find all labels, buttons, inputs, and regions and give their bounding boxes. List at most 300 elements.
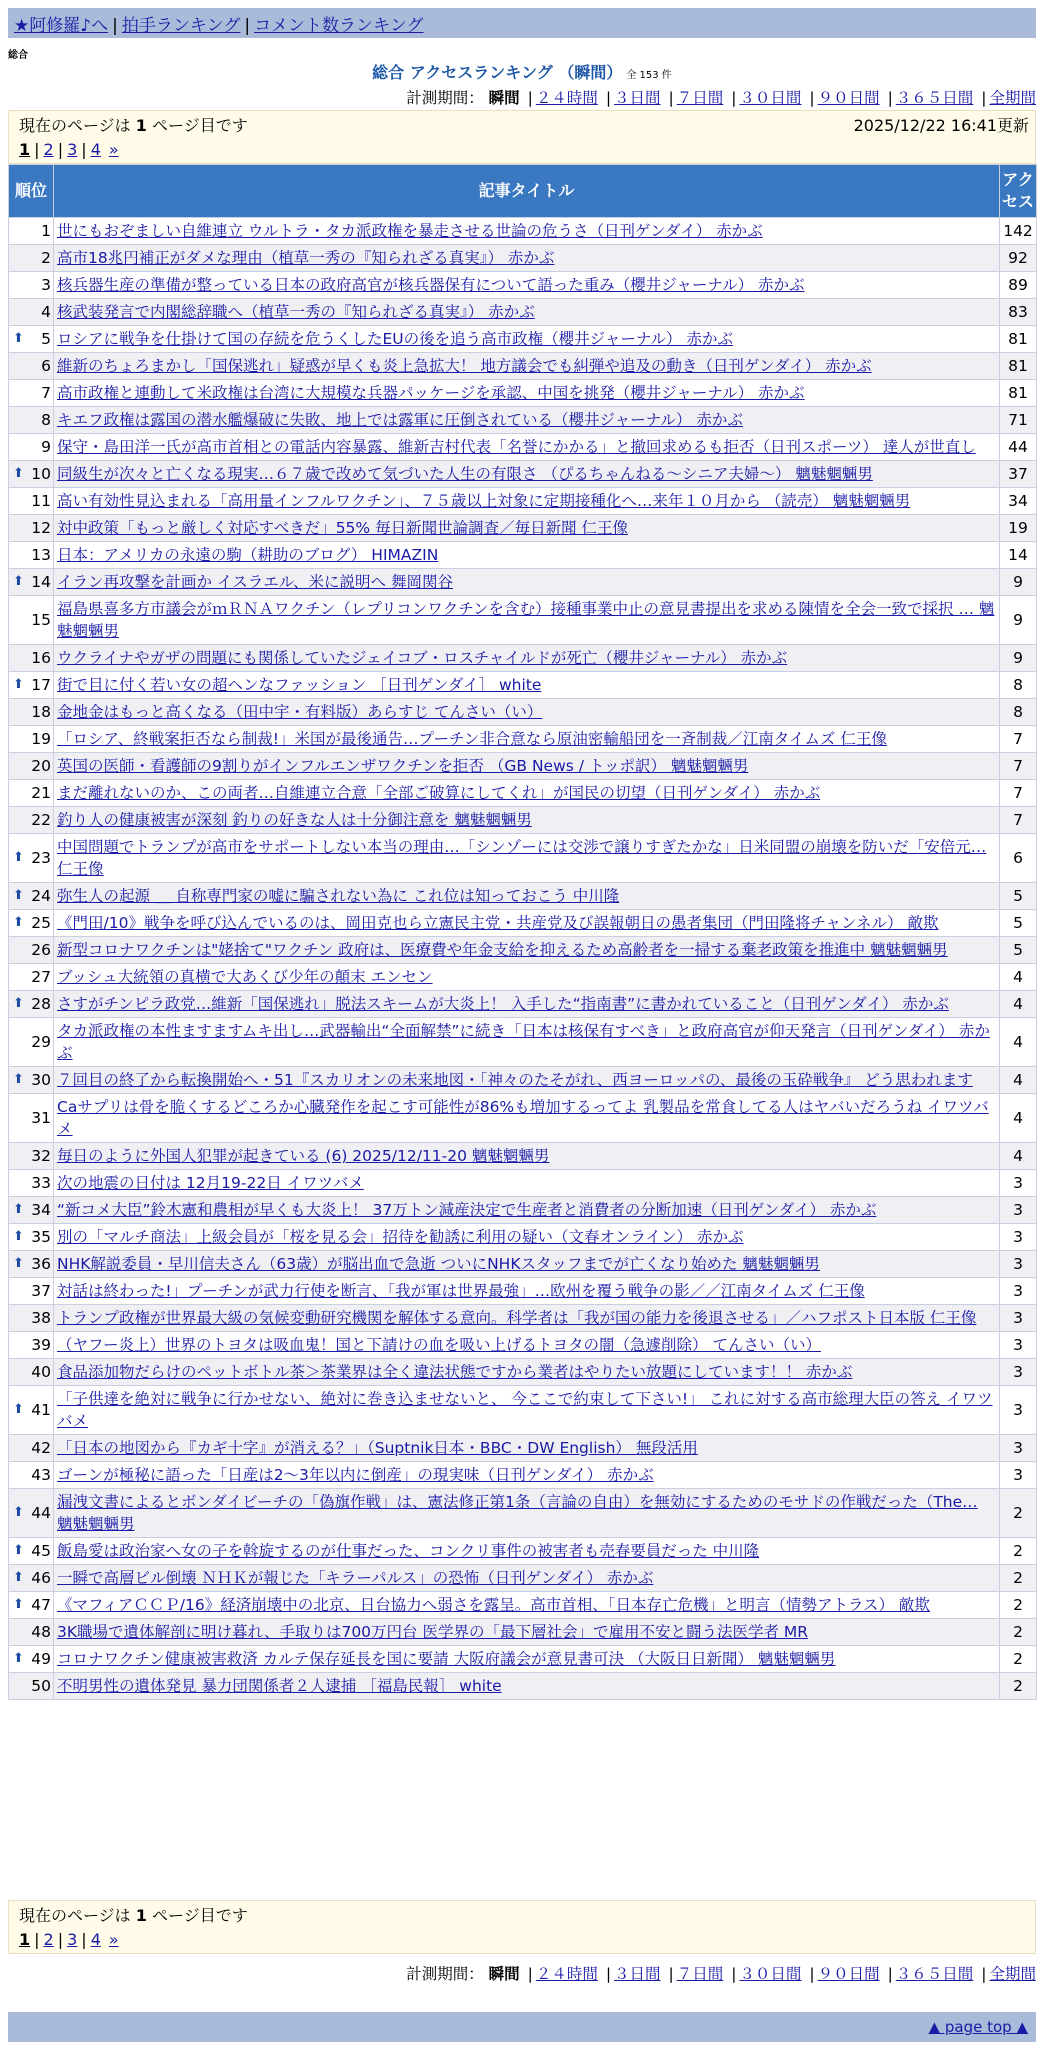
rank-up-arrow-icon: ⬆ bbox=[13, 466, 24, 481]
rank-number: 31 bbox=[31, 1109, 51, 1127]
article-title-link[interactable]: まだ離れないのか、この両者…自維連立合意「全部ご破算にしてくれ」が国民の切望（日刊ゲンダイ） 赤かぶ bbox=[57, 784, 821, 802]
rank-up-arrow-icon: ⬆ bbox=[13, 1256, 24, 1271]
rank-up-arrow-icon: ⬆ bbox=[13, 1543, 24, 1558]
rank-up-arrow-icon: ⬆ bbox=[13, 1505, 24, 1520]
table-row bbox=[9, 1619, 1037, 1646]
period-7d-link[interactable]: ７日間 bbox=[676, 89, 724, 107]
table-row bbox=[9, 672, 1037, 699]
rank-cell bbox=[9, 726, 54, 753]
access-count: 2 bbox=[1000, 1673, 1037, 1700]
rank-number: 2 bbox=[41, 249, 51, 267]
article-title-link[interactable]: タカ派政権の本性ますますムキ出し…武器輸出“全面解禁”に続き「日本は核保有すべき」と政府高官が仰天発言（日刊ゲンダイ） 赤かぶ bbox=[57, 1022, 990, 1062]
total-count: 全 153 件 bbox=[626, 70, 672, 81]
home-link[interactable]: ★阿修羅♪へ bbox=[14, 16, 109, 36]
table-row bbox=[9, 726, 1037, 753]
count-header: アクセス bbox=[1000, 165, 1037, 218]
rank-cell bbox=[9, 1565, 54, 1592]
access-count: 2 bbox=[1000, 1565, 1037, 1592]
title-cell bbox=[54, 326, 1000, 353]
title-cell bbox=[54, 1565, 1000, 1592]
article-title-link[interactable]: 核兵器生産の準備が整っている日本の政府高官が核兵器保有について語った重み（櫻井ジャーナル） 赤かぶ bbox=[57, 276, 805, 294]
article-title-link[interactable]: 世にもおぞましい自維連立 ウルトラ・タカ派政権を暴走させる世論の危うさ（日刊ゲンダイ） 赤かぶ bbox=[57, 222, 763, 240]
rank-number: 24 bbox=[31, 887, 51, 905]
rank-cell bbox=[9, 807, 54, 834]
table-row bbox=[9, 326, 1037, 353]
rank-cell bbox=[9, 569, 54, 596]
table-row bbox=[9, 1592, 1037, 1619]
article-title-link[interactable]: NHK解説委員・早川信夫さん（63歳）が脳出血で急逝 ついにNHKスタッフまでが亡くなり始めた 魑魅魍魎男 bbox=[57, 1255, 820, 1273]
page-info-bottom bbox=[8, 1900, 1036, 1954]
access-count: 7 bbox=[1000, 780, 1037, 807]
table-row bbox=[9, 1018, 1037, 1067]
title-cell bbox=[54, 1094, 1000, 1143]
article-title-link[interactable]: “新コメ大臣”鈴木憲和農相が早くも大炎上！ 37万トン減産決定で生産者と消費者の分断加速（日刊ゲンダイ） 赤かぶ bbox=[57, 1201, 877, 1219]
rank-number: 16 bbox=[31, 649, 51, 667]
rank-cell bbox=[9, 1305, 54, 1332]
rank-up-arrow-icon: ⬆ bbox=[13, 1651, 24, 1666]
access-count: 4 bbox=[1000, 991, 1037, 1018]
page-status: 現在のページは 1 ページ目です bbox=[19, 1906, 248, 1925]
rank-cell bbox=[9, 1592, 54, 1619]
access-count: 8 bbox=[1000, 672, 1037, 699]
title-cell bbox=[54, 1018, 1000, 1067]
table-header-row bbox=[9, 165, 1037, 218]
article-title-link[interactable]: 弥生人の起源 ＿ 自称専門家の嘘に騙されない為に これ位は知っておこう 中川隆 bbox=[57, 887, 620, 905]
article-title-link[interactable]: トランプ政権が世界最大級の気候変動研究機関を解体する意向。科学者は「我が国の能力を後退させる」／ハフポスト日本版 仁王像 bbox=[57, 1309, 977, 1327]
title-cell bbox=[54, 780, 1000, 807]
rank-up-arrow-icon: ⬆ bbox=[13, 915, 24, 930]
table-row bbox=[9, 1170, 1037, 1197]
access-count: 3 bbox=[1000, 1305, 1037, 1332]
rank-number: 23 bbox=[31, 849, 51, 867]
table-row bbox=[9, 1094, 1037, 1143]
rank-cell bbox=[9, 991, 54, 1018]
period-24h-link[interactable]: ２４時間 bbox=[535, 89, 598, 107]
access-count: 5 bbox=[1000, 910, 1037, 937]
title-cell bbox=[54, 991, 1000, 1018]
rank-number: 49 bbox=[31, 1650, 51, 1668]
rank-number: 9 bbox=[41, 438, 51, 456]
article-title-link[interactable]: 対話は終わった!」プーチンが武力行使を断言、「我が軍は世界最強」…欧州を覆う戦争の影／／江南タイムズ 仁王像 bbox=[57, 1282, 865, 1300]
category-label: 総合 bbox=[8, 50, 28, 61]
period-3d-link[interactable]: ３日間 bbox=[614, 89, 661, 107]
rank-cell bbox=[9, 272, 54, 299]
rank-number: 34 bbox=[31, 1201, 51, 1219]
rank-number: 41 bbox=[31, 1401, 51, 1419]
period-3d-link[interactable]: ３日間 bbox=[614, 1965, 661, 1983]
article-title-link[interactable]: 《門田/10》戦争を呼び込んでいるのは、岡田克也ら立憲民主党・共産党及び誤報朝日の愚者集団（門田隆将チャンネル） 敵欺 bbox=[57, 914, 939, 932]
rank-number: 36 bbox=[31, 1255, 51, 1273]
rank-cell bbox=[9, 780, 54, 807]
title-cell bbox=[54, 1197, 1000, 1224]
access-count: 81 bbox=[1000, 353, 1037, 380]
rank-number: 5 bbox=[41, 330, 51, 348]
page-4-link[interactable]: 4 bbox=[90, 140, 101, 159]
article-title-link[interactable]: ウクライナやガザの問題にも関係していたジェイコブ・ロスチャイルドが死亡（櫻井ジャーナル） 赤かぶ bbox=[57, 649, 788, 667]
table-row bbox=[9, 991, 1037, 1018]
rank-cell bbox=[9, 434, 54, 461]
title-cell bbox=[54, 434, 1000, 461]
article-title-link[interactable]: 福島県喜多方市議会がｍＲＮＡワクチン（レプリコンワクチンを含む）接種事業中止の意見書提出を求める陳情を全会一致で採択 … 魑魅魍魎男 bbox=[57, 600, 995, 640]
table-row bbox=[9, 380, 1037, 407]
title-cell bbox=[54, 910, 1000, 937]
rank-cell bbox=[9, 1018, 54, 1067]
rank-number: 32 bbox=[31, 1147, 51, 1165]
title-cell bbox=[54, 569, 1000, 596]
rank-cell bbox=[9, 1067, 54, 1094]
updated-time: 2025/12/22 16:41更新 bbox=[853, 116, 1029, 135]
access-count: 3 bbox=[1000, 1170, 1037, 1197]
access-count: 2 bbox=[1000, 1619, 1037, 1646]
title-cell bbox=[54, 834, 1000, 883]
table-row bbox=[9, 807, 1037, 834]
table-row bbox=[9, 1673, 1037, 1700]
pagination: 1 | 2 | 3 | 4 » bbox=[19, 140, 119, 159]
access-count: 142 bbox=[1000, 218, 1037, 245]
access-count: 3 bbox=[1000, 1359, 1037, 1386]
article-title-link[interactable]: 金地金はもっと高くなる（田中宇・有料版）あらすじ てんさい（い） bbox=[57, 703, 543, 721]
title-cell bbox=[54, 272, 1000, 299]
rank-cell bbox=[9, 407, 54, 434]
title-cell bbox=[54, 461, 1000, 488]
article-title-link[interactable]: 維新のちょろまかし「国保逃れ」疑惑が早くも炎上急拡大！ 地方議会でも糾弾や追及の動き（日刊ゲンダイ） 赤かぶ bbox=[57, 357, 872, 375]
title-cell bbox=[54, 883, 1000, 910]
period-24h-link[interactable]: ２４時間 bbox=[535, 1965, 598, 1983]
title-cell bbox=[54, 1067, 1000, 1094]
table-row bbox=[9, 1332, 1037, 1359]
access-count: 14 bbox=[1000, 542, 1037, 569]
table-row bbox=[9, 1462, 1037, 1489]
rank-up-arrow-icon: ⬆ bbox=[13, 888, 24, 903]
article-title-link[interactable]: 漏洩文書によるとボンダイビーチの「偽旗作戦」は、憲法修正第1条（言論の自由）を無効にするためのモサドの作戦だった（The… 魑魅魍魎男 bbox=[57, 1493, 978, 1533]
page-status: 現在のページは 1 ページ目です bbox=[19, 116, 248, 135]
access-count: 4 bbox=[1000, 1094, 1037, 1143]
access-count: 3 bbox=[1000, 1224, 1037, 1251]
rank-cell bbox=[9, 1386, 54, 1435]
table-row bbox=[9, 596, 1037, 645]
rank-number: 44 bbox=[31, 1504, 51, 1522]
article-title-link[interactable]: 日本：アメリカの永遠の駒（耕助のブログ） HIMAZIN bbox=[57, 546, 439, 564]
title-cell bbox=[54, 1386, 1000, 1435]
applause-ranking-link[interactable]: 拍手ランキング bbox=[121, 16, 241, 36]
rank-cell bbox=[9, 1224, 54, 1251]
rank-cell bbox=[9, 645, 54, 672]
title-cell bbox=[54, 1435, 1000, 1462]
table-row bbox=[9, 488, 1037, 515]
table-row bbox=[9, 1489, 1037, 1538]
article-title-link[interactable]: 《マフィアＣＣＰ/16》経済崩壊中の北京、日台協力へ弱さを露呈。高市首相、「日本存亡危機」と明言（情勢アトラス） 敵欺 bbox=[57, 1596, 930, 1614]
period-label: 計測期間： bbox=[406, 89, 484, 107]
table-row bbox=[9, 1251, 1037, 1278]
table-row bbox=[9, 461, 1037, 488]
rank-number: 45 bbox=[31, 1542, 51, 1560]
page-2-link[interactable]: 2 bbox=[43, 1930, 54, 1949]
article-title-link[interactable]: 高い有効性見込まれる「高用量インフルワクチン」、７５歳以上対象に定期接種化へ…来年１０月から （読売） 魑魅魍魎男 bbox=[57, 492, 911, 510]
article-title-link[interactable]: ブッシュ大統領の真横で大あくび少年の顛末 エンセン bbox=[57, 968, 433, 986]
rank-number: 1 bbox=[41, 222, 51, 240]
access-count: 5 bbox=[1000, 883, 1037, 910]
article-title-link[interactable]: 英国の医師・看護師の9割りがインフルエンザワクチンを拒否 （GB News / トッポ訳） 魑魅魍魎男 bbox=[57, 757, 749, 775]
table-row bbox=[9, 699, 1037, 726]
title-cell bbox=[54, 672, 1000, 699]
article-title-link[interactable]: 保守・島田洋一氏が高市首相との電話内容暴露、維新吉村代表「名誉にかかる」と撤回求めるも拒否（日刊スポーツ） 達人が世直し bbox=[57, 438, 976, 456]
article-title-link[interactable]: 3K職場で遺体解剖に明け暮れ、手取りは700万円台 医学界の「最下層社会」で雇用不安と闘う法医学者 MR bbox=[57, 1623, 809, 1641]
title-cell bbox=[54, 937, 1000, 964]
title-cell bbox=[54, 1592, 1000, 1619]
ranking-table-body bbox=[9, 218, 1037, 1700]
period-30d-link[interactable]: ３０日間 bbox=[739, 89, 802, 107]
article-title-link[interactable]: イラン再攻撃を計画か イスラエル、米に説明へ 舞岡関谷 bbox=[57, 573, 453, 591]
rank-number: 10 bbox=[31, 465, 51, 483]
title-cell bbox=[54, 1143, 1000, 1170]
rank-number: 7 bbox=[41, 384, 51, 402]
access-count: 92 bbox=[1000, 245, 1037, 272]
access-count: 8 bbox=[1000, 699, 1037, 726]
rank-cell bbox=[9, 1673, 54, 1700]
page-3-link[interactable]: 3 bbox=[67, 1930, 78, 1949]
rank-cell bbox=[9, 834, 54, 883]
rank-cell bbox=[9, 488, 54, 515]
period-label: 計測期間： bbox=[406, 1965, 484, 1983]
access-count: 4 bbox=[1000, 964, 1037, 991]
article-title-link[interactable]: 新型コロナワクチンは"姥捨て"ワクチン 政府は、医療費や年金支給を抑えるため高齢者を一掃する棄老政策を推進中 魑魅魍魎男 bbox=[57, 941, 948, 959]
rank-number: 40 bbox=[31, 1363, 51, 1381]
article-title-link[interactable]: 高市政権と連動して米政権は台湾に大規模な兵器パッケージを承認、中国を挑発（櫻井ジャーナル） 赤かぶ bbox=[57, 384, 805, 402]
article-title-link[interactable]: 別の「マルチ商法」上級会員が「桜を見る会」招待を勧誘に利用の疑い（文春オンライン） 赤かぶ bbox=[57, 1228, 744, 1246]
rank-cell bbox=[9, 461, 54, 488]
table-row bbox=[9, 883, 1037, 910]
page-3-link[interactable]: 3 bbox=[67, 140, 78, 159]
table-row bbox=[9, 353, 1037, 380]
article-title-link[interactable]: キエフ政権は露国の潜水艦爆破に失敗、地上では露軍に圧倒されている（櫻井ジャーナル） 赤かぶ bbox=[57, 411, 743, 429]
article-title-link[interactable]: さすがチンピラ政党…維新「国保逃れ」脱法スキームが大炎上！ 入手した“指南書”に書かれていること（日刊ゲンダイ） 赤かぶ bbox=[57, 995, 949, 1013]
rank-cell bbox=[9, 1646, 54, 1673]
title-cell bbox=[54, 245, 1000, 272]
title-cell bbox=[54, 407, 1000, 434]
title-cell bbox=[54, 753, 1000, 780]
access-count: 6 bbox=[1000, 834, 1037, 883]
rank-cell bbox=[9, 699, 54, 726]
table-row bbox=[9, 569, 1037, 596]
access-count: 71 bbox=[1000, 407, 1037, 434]
rank-cell bbox=[9, 1251, 54, 1278]
period-90d-link[interactable]: ９０日間 bbox=[817, 89, 880, 107]
title-cell bbox=[54, 1332, 1000, 1359]
rank-number: 46 bbox=[31, 1569, 51, 1587]
rank-cell bbox=[9, 1197, 54, 1224]
article-title-link[interactable]: 中国問題でトランプが高市をサポートしない本当の理由…「シンゾーには交渉で譲りすぎたかな」日米同盟の崩壊を防いだ「安倍元… 仁王像 bbox=[57, 838, 987, 878]
ranking-table bbox=[8, 164, 1037, 1700]
title-cell bbox=[54, 1462, 1000, 1489]
title-cell bbox=[54, 542, 1000, 569]
access-count: 9 bbox=[1000, 645, 1037, 672]
title-cell bbox=[54, 1224, 1000, 1251]
article-title-link[interactable]: 高市18兆円補正がダメな理由（植草一秀の『知られざる真実』） 赤かぶ bbox=[57, 249, 555, 267]
rank-number: 13 bbox=[31, 546, 51, 564]
rank-cell bbox=[9, 299, 54, 326]
period-7d-link[interactable]: ７日間 bbox=[676, 1965, 724, 1983]
rank-cell bbox=[9, 1170, 54, 1197]
table-row bbox=[9, 645, 1037, 672]
rank-number: 48 bbox=[31, 1623, 51, 1641]
title-cell bbox=[54, 1619, 1000, 1646]
period-365d-link[interactable]: ３６５日間 bbox=[895, 89, 974, 107]
table-row bbox=[9, 1067, 1037, 1094]
page-2-link[interactable]: 2 bbox=[43, 140, 54, 159]
rank-number: 27 bbox=[31, 968, 51, 986]
article-title-link[interactable]: 「子供達を絶対に戦争に行かせない、絶対に巻き込ませないと、 今ここで約束して下さい!」 これに対する高市総理大臣の答え イワツバメ bbox=[57, 1390, 993, 1430]
rank-number: 6 bbox=[41, 357, 51, 375]
rank-number: 39 bbox=[31, 1336, 51, 1354]
article-title-link[interactable]: ７回目の終了から転換開始へ・51『スカリオンの未来地図・「神々のたそがれ、西ヨーロッパの、最後の玉砕戦争』 どう思われます bbox=[57, 1071, 973, 1089]
table-row bbox=[9, 272, 1037, 299]
rank-cell bbox=[9, 1278, 54, 1305]
bottom-bar bbox=[8, 2012, 1036, 2042]
rank-number: 3 bbox=[41, 276, 51, 294]
article-title-link[interactable]: （ヤフー炎上）世界のトヨタは吸血鬼！国と下請けの血を吸い上げるトヨタの闇（急遽削除） てんさい（い） bbox=[57, 1336, 821, 1354]
rank-up-arrow-icon: ⬆ bbox=[13, 850, 24, 865]
article-title-link[interactable]: 対中政策「もっと厳しく対応すべきだ」55% 毎日新聞世論調査／毎日新聞 仁王像 bbox=[57, 519, 628, 537]
access-count: 7 bbox=[1000, 753, 1037, 780]
period-all-link[interactable]: 全期間 bbox=[989, 1965, 1036, 1983]
page-4-link[interactable]: 4 bbox=[90, 1930, 101, 1949]
rank-number: 38 bbox=[31, 1309, 51, 1327]
rank-header: 順位 bbox=[9, 165, 54, 218]
title-cell bbox=[54, 488, 1000, 515]
article-title-link[interactable]: コロナワクチン健康被害救済 カルテ保存延長を国に要請 大阪府議会が意見書可決 （大阪日日新聞） 魑魅魍魎男 bbox=[57, 1650, 836, 1668]
period-90d-link[interactable]: ９０日間 bbox=[817, 1965, 880, 1983]
article-title-link[interactable]: 同級生が次々と亡くなる現実…６７歳で改めて気づいた人生の有限さ （ぴるちゃんねる〜シニア夫婦〜） 魑魅魍魎男 bbox=[57, 465, 873, 483]
access-count: 83 bbox=[1000, 299, 1037, 326]
access-count: 34 bbox=[1000, 488, 1037, 515]
rank-cell bbox=[9, 964, 54, 991]
access-count: 7 bbox=[1000, 726, 1037, 753]
page-current: 1 bbox=[19, 140, 31, 159]
access-count: 3 bbox=[1000, 1332, 1037, 1359]
article-title-link[interactable]: 「日本の地図から『カギ十字』が消える？」（Suptnik日本・BBC・DW English） 無段活用 bbox=[57, 1439, 698, 1457]
next-page-link[interactable]: » bbox=[108, 140, 119, 159]
title-cell bbox=[54, 1538, 1000, 1565]
access-count: 3 bbox=[1000, 1278, 1037, 1305]
table-row bbox=[9, 780, 1037, 807]
article-title-link[interactable]: 次の地震の日付は 12月19-22日 イワツバメ bbox=[57, 1174, 364, 1192]
rank-cell bbox=[9, 596, 54, 645]
article-title-link[interactable]: 飯島愛は政治家へ女の子を斡旋するのが仕事だった、コンクリ事件の被害者も売春要員だった 中川隆 bbox=[57, 1542, 760, 1560]
rank-number: 26 bbox=[31, 941, 51, 959]
access-count: 4 bbox=[1000, 1143, 1037, 1170]
table-row bbox=[9, 937, 1037, 964]
access-count: 2 bbox=[1000, 1538, 1037, 1565]
rank-cell bbox=[9, 542, 54, 569]
article-title-link[interactable]: 食品添加物だらけのペットボトル茶＞茶業界は全く違法状態ですから業者はやりたい放題にしています！！ 赤かぶ bbox=[57, 1363, 853, 1381]
article-title-link[interactable]: 一瞬で高層ビル倒壊 ＮＨＫが報じた「キラーパルス」の恐怖（日刊ゲンダイ） 赤かぶ bbox=[57, 1569, 654, 1587]
rank-cell bbox=[9, 910, 54, 937]
rank-up-arrow-icon: ⬆ bbox=[13, 1229, 24, 1244]
table-row bbox=[9, 407, 1037, 434]
access-count: 4 bbox=[1000, 1018, 1037, 1067]
page-title bbox=[8, 60, 1036, 83]
page-current: 1 bbox=[19, 1930, 31, 1949]
access-count: 2 bbox=[1000, 1592, 1037, 1619]
rank-number: 21 bbox=[31, 784, 51, 802]
title-cell bbox=[54, 1646, 1000, 1673]
table-row bbox=[9, 1305, 1037, 1332]
access-count: 7 bbox=[1000, 807, 1037, 834]
period-current: 瞬間 bbox=[488, 89, 520, 107]
rank-up-arrow-icon: ⬆ bbox=[13, 1570, 24, 1585]
access-count: 44 bbox=[1000, 434, 1037, 461]
rank-number: 28 bbox=[31, 995, 51, 1013]
period-365d-link[interactable]: ３６５日間 bbox=[895, 1965, 974, 1983]
table-row bbox=[9, 1278, 1037, 1305]
period-current: 瞬間 bbox=[488, 1965, 520, 1983]
period-all-link[interactable]: 全期間 bbox=[989, 89, 1036, 107]
article-title-link[interactable]: ゴーンが極秘に語った「日産は2〜3年以内に倒産」の現実味（日刊ゲンダイ） 赤かぶ bbox=[57, 1466, 654, 1484]
page-info-top bbox=[8, 110, 1036, 164]
rank-cell bbox=[9, 380, 54, 407]
title-cell bbox=[54, 1278, 1000, 1305]
article-title-link[interactable]: 釣り人の健康被害が深刻 釣りの好きな人は十分御注意を 魑魅魍魎男 bbox=[57, 811, 532, 829]
table-row bbox=[9, 834, 1037, 883]
title-cell bbox=[54, 964, 1000, 991]
rank-number: 43 bbox=[31, 1466, 51, 1484]
table-row bbox=[9, 964, 1037, 991]
access-count: 81 bbox=[1000, 326, 1037, 353]
table-row bbox=[9, 1646, 1037, 1673]
table-row bbox=[9, 299, 1037, 326]
table-row bbox=[9, 245, 1037, 272]
table-row bbox=[9, 1565, 1037, 1592]
comment-ranking-link[interactable]: コメント数ランキング bbox=[254, 16, 424, 36]
rank-number: 33 bbox=[31, 1174, 51, 1192]
article-title-link[interactable]: 「ロシア、終戦案拒否なら制裁!」米国が最後通告…プーチン非合意なら原油密輸船団を一斉制裁／江南タイムズ 仁王像 bbox=[57, 730, 887, 748]
rank-number: 47 bbox=[31, 1596, 51, 1614]
title-cell bbox=[54, 1489, 1000, 1538]
period-30d-link[interactable]: ３０日間 bbox=[739, 1965, 802, 1983]
article-title-link[interactable]: 毎日のように外国人犯罪が起きている (6) 2025/12/11-20 魑魅魍魎男 bbox=[57, 1147, 550, 1165]
table-row bbox=[9, 218, 1037, 245]
rank-cell bbox=[9, 515, 54, 542]
rank-number: 4 bbox=[41, 303, 51, 321]
title-cell bbox=[54, 726, 1000, 753]
article-title-link[interactable]: 核武装発言で内閣総辞職へ（植草一秀の『知られざる真実』） 赤かぶ bbox=[57, 303, 535, 321]
rank-cell bbox=[9, 1489, 54, 1538]
table-row bbox=[9, 1359, 1037, 1386]
access-count: 9 bbox=[1000, 569, 1037, 596]
access-count: 9 bbox=[1000, 596, 1037, 645]
article-title-link[interactable]: Caサプリは骨を脆くするどころか心臓発作を起こす可能性が86%も増加するってよ 乳製品を常食してる人はヤバいだろうね イワツバメ bbox=[57, 1098, 989, 1138]
title-cell bbox=[54, 699, 1000, 726]
access-count: 3 bbox=[1000, 1386, 1037, 1435]
rank-cell bbox=[9, 245, 54, 272]
rank-number: 17 bbox=[31, 676, 51, 694]
access-count: 81 bbox=[1000, 380, 1037, 407]
rank-cell bbox=[9, 1332, 54, 1359]
next-page-link[interactable]: » bbox=[108, 1930, 119, 1949]
rank-number: 29 bbox=[31, 1033, 51, 1051]
table-row bbox=[9, 1538, 1037, 1565]
rank-number: 11 bbox=[31, 492, 51, 510]
rank-number: 20 bbox=[31, 757, 51, 775]
article-title-link[interactable]: 不明男性の遺体発見 暴力団関係者２人逮捕 ［福島民報］ white bbox=[57, 1677, 502, 1695]
top-nav-bar bbox=[8, 8, 1036, 38]
page-top-link[interactable]: ▲ page top ▲ bbox=[928, 2018, 1028, 2036]
title-cell bbox=[54, 380, 1000, 407]
period-selector-top: 計測期間： 瞬間 | ２４時間 | ３日間 | ７日間 | ３０日間 | ９０日間 | ３６５日間 | 全期間 bbox=[406, 89, 1036, 107]
article-title-link[interactable]: ロシアに戦争を仕掛けて国の存続を危うくしたEUの後を追う高市政権（櫻井ジャーナル） 赤かぶ bbox=[57, 330, 733, 348]
access-count: 19 bbox=[1000, 515, 1037, 542]
article-title-link[interactable]: 街で目に付く若い女の超ヘンなファッション ［日刊ゲンダイ］ white bbox=[57, 676, 542, 694]
